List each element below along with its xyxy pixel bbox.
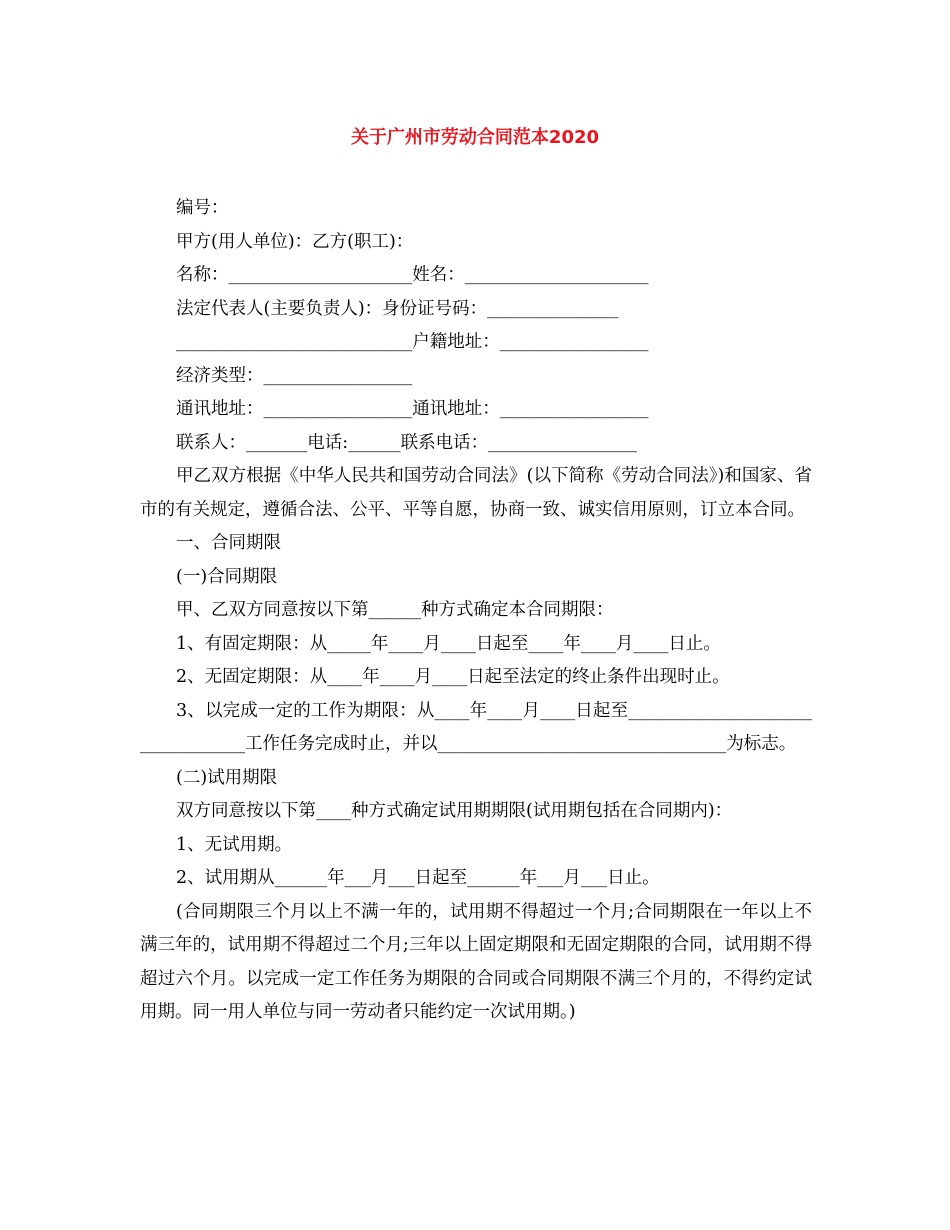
document-body [140, 192, 812, 1030]
term-option-open: 2、无固定期限：从____年____月____日起至法定的终止条件出现时止。 [176, 667, 730, 687]
probation-note: (合同期限三个月以上不满一年的，试用期不得超过一个月;合同期限在一年以上不满三年的，试用期不得超过二个月;三年以上固定期限和无固定期限的合同，试用期不得超过六个月。以完成一定工作任务为期限的合同或合同期限不满三个月的，不得约定试用期。同一用人单位与同一劳动者只能约定一次试用期。) [140, 901, 812, 1022]
name-field: 名称：_____________________姓名：_____________________ [176, 265, 649, 285]
probation-option-none: 1、无试用期。 [176, 834, 293, 855]
intro-paragraph: 甲乙双方根据《中华人民共和国劳动合同法》(以下简称《劳动合同法》)和国家、省市的有关规定，遵循合法、公平、平等自愿，协商一致、诚实信用原则，订立本合同。 [140, 466, 812, 520]
economic-type-field: 经济类型：_________________ [176, 365, 413, 386]
probation-option-period: 2、试用期从______年___月___日起至______年___月___日止。 [176, 868, 660, 888]
parties-field: 甲方(用人单位)：乙方(职工)： [176, 231, 414, 252]
subsection-heading: (二)试用期限 [176, 767, 278, 788]
contract-number-field: 编号： [176, 198, 229, 218]
mailing-address-field: 通讯地址：_________________通讯地址：_________________ [176, 399, 649, 419]
probation-instruction: 双方同意按以下第____种方式确定试用期期限(试用期包括在合同期内)： [176, 801, 733, 821]
contact-field: 联系人：_______电话:______联系电话：_________________ [176, 432, 637, 453]
legal-rep-field: 法定代表人(主要负责人)：身份证号码：_______________ [176, 298, 619, 319]
subsection-heading: (一)合同期限 [176, 566, 278, 587]
term-option-fixed: 1、有固定期限：从_____年____月____日起至____年____月____日止。 [176, 633, 721, 654]
household-address-field: ___________________________户籍地址：_________________ [176, 332, 649, 352]
page-title: 关于广州市劳动合同范本2020 [350, 127, 600, 148]
term-instruction: 甲、乙双方同意按以下第______种方式确定本合同期限： [176, 600, 614, 620]
term-option-task: 3、以完成一定的工作为期限：从____年____月____日起至_________________________________工作任务完成时止，并以_________________________________为标志。 [140, 700, 812, 754]
section-heading: 一、合同期限 [176, 533, 281, 553]
